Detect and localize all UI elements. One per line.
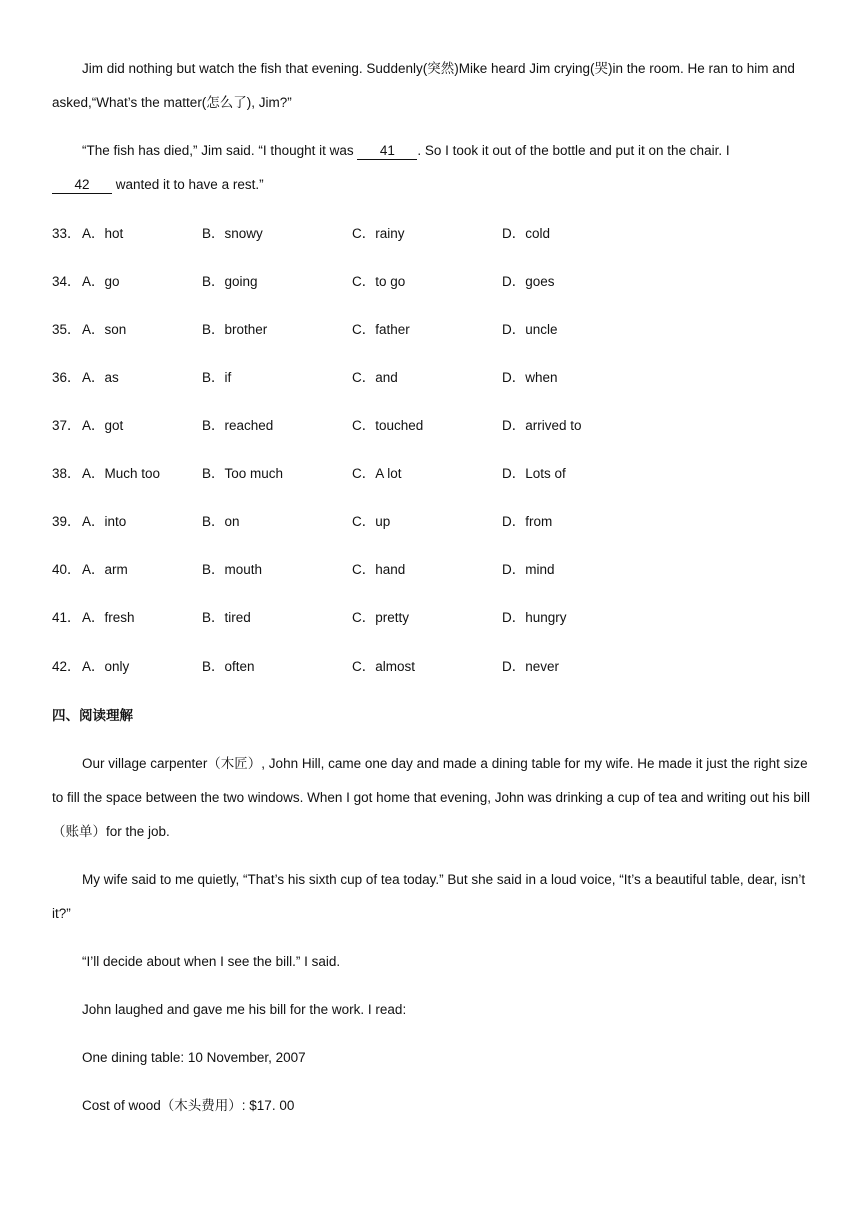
option-d: D．from	[502, 514, 553, 529]
paragraph-text: “The fish has died,” Jim said. “I thought it was	[82, 143, 358, 158]
option-b: B．reached	[202, 418, 274, 433]
question-number: 35．	[52, 322, 81, 337]
option-c: C．father	[352, 322, 410, 337]
question-row	[52, 224, 752, 244]
blank-41: 41	[357, 143, 417, 160]
question-number: 40．	[52, 562, 81, 577]
option-b: B．often	[202, 659, 255, 674]
passage-paragraph-blanks	[52, 134, 812, 202]
option-d: D．hungry	[502, 610, 567, 625]
question-row	[52, 464, 752, 484]
option-c: C．to go	[352, 274, 406, 289]
passage-paragraph	[52, 52, 812, 120]
option-a: A．as	[82, 370, 119, 385]
option-c: C．touched	[352, 418, 424, 433]
option-a: A．son	[82, 322, 127, 337]
question-number: 41．	[52, 610, 81, 625]
option-a: A．go	[82, 274, 120, 289]
question-row	[52, 657, 752, 677]
option-a: A．only	[82, 659, 130, 674]
option-d: D．Lots of	[502, 466, 566, 481]
question-number: 38．	[52, 466, 81, 481]
paragraph-text: Jim did nothing but watch the fish that evening. Suddenly(突然)Mike heard Jim crying(哭)in the room. He ran to him and asked,“What’s the matter(怎么了), Jim?”	[52, 61, 795, 110]
reading-line: “I’ll decide about when I see the bill.” I said.	[82, 954, 341, 969]
paragraph-text: wanted it to have a rest.”	[112, 177, 264, 192]
option-a: A．hot	[82, 226, 124, 241]
reading-line: John laughed and gave me his bill for the work. I read:	[82, 1002, 407, 1017]
paragraph-text: Our village carpenter（木匠）, John Hill, came one day and made a dining table for my wife. He made it just the right size to fill the space between the two windows. When I got home that evening, John was drinking a cup of tea and writing out his bill（账单）for the job.	[52, 756, 810, 839]
question-number: 37．	[52, 418, 81, 433]
question-row	[52, 320, 752, 340]
option-b: B．Too much	[202, 466, 284, 481]
option-c: C．A lot	[352, 466, 402, 481]
option-c: C．and	[352, 370, 398, 385]
option-a: A．fresh	[82, 610, 135, 625]
reading-paragraph	[52, 747, 812, 849]
option-b: B．mouth	[202, 562, 263, 577]
option-a: A．arm	[82, 562, 128, 577]
option-b: B．snowy	[202, 226, 263, 241]
paragraph-text: My wife said to me quietly, “That’s his sixth cup of tea today.” But she said in a loud voice, “It’s a beautiful table, dear, isn’t it?”	[52, 872, 806, 921]
option-d: D．never	[502, 659, 560, 674]
bill-line-wood: Cost of wood（木头费用）: $17. 00	[82, 1098, 295, 1113]
question-number: 33．	[52, 226, 81, 241]
section-title: 四、阅读理解	[52, 708, 133, 723]
option-d: D．uncle	[502, 322, 558, 337]
option-b: B．tired	[202, 610, 251, 625]
option-b: B．going	[202, 274, 258, 289]
question-number: 39．	[52, 514, 81, 529]
option-a: A．Much too	[82, 466, 161, 481]
option-b: B．if	[202, 370, 232, 385]
option-c: C．rainy	[352, 226, 405, 241]
question-row	[52, 272, 752, 292]
blank-42: 42	[52, 177, 112, 194]
question-row	[52, 560, 752, 580]
option-c: C．pretty	[352, 610, 410, 625]
option-a: A．into	[82, 514, 127, 529]
question-number: 34．	[52, 274, 81, 289]
question-number: 42．	[52, 659, 81, 674]
question-row	[52, 608, 752, 628]
option-b: B．brother	[202, 322, 268, 337]
option-d: D．cold	[502, 226, 551, 241]
option-d: D．arrived to	[502, 418, 582, 433]
question-row	[52, 368, 752, 388]
option-a: A．got	[82, 418, 124, 433]
option-c: C．up	[352, 514, 391, 529]
reading-paragraph	[52, 863, 812, 931]
question-row	[52, 512, 752, 532]
option-d: D．when	[502, 370, 558, 385]
option-d: D．mind	[502, 562, 555, 577]
option-c: C．hand	[352, 562, 406, 577]
question-row	[52, 416, 752, 436]
paragraph-text: . So I took it out of the bottle and put it on the chair. I	[417, 143, 730, 158]
question-number: 36．	[52, 370, 81, 385]
bill-line-table: One dining table: 10 November, 2007	[82, 1050, 306, 1065]
option-b: B．on	[202, 514, 240, 529]
option-d: D．goes	[502, 274, 555, 289]
option-c: C．almost	[352, 659, 416, 674]
